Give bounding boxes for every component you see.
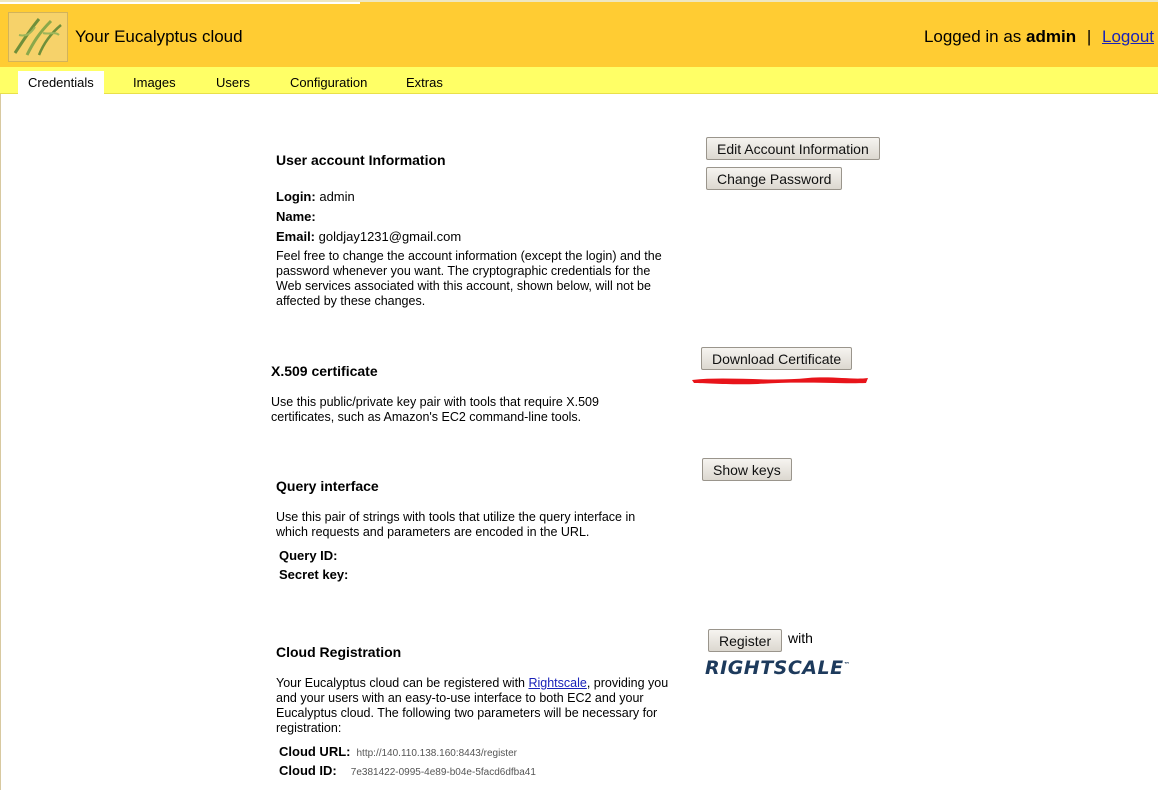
registration-desc-before: Your Eucalyptus cloud can be registered with	[276, 676, 529, 690]
eucalyptus-logo-icon	[8, 12, 68, 62]
logout-link[interactable]: Logout	[1102, 27, 1154, 46]
login-value: admin	[319, 189, 355, 204]
secret-key-label: Secret key:	[279, 567, 349, 582]
certificate-section-title: X.509 certificate	[271, 363, 378, 379]
account-section-title: User account Information	[276, 152, 446, 168]
cloud-id-field	[279, 763, 536, 778]
rightscale-link[interactable]: Rightscale	[528, 676, 587, 690]
rightscale-logo-text: RIGHTSCALE	[705, 657, 844, 679]
cloud-id-value: 7e381422-0995-4e89-b04e-5facd6dfba41	[350, 767, 536, 778]
app-title: Your Eucalyptus cloud	[75, 27, 243, 46]
cloud-url-value: http://140.110.138.160:8443/register	[356, 748, 517, 759]
registration-desc-after: , providing you and your users with an easy-to-use interface to both EC2 and your Eucalyptus cloud. The following two parameters will be necessary for registration:	[276, 676, 669, 735]
edit-account-button[interactable]: Edit Account Information	[706, 137, 880, 160]
header-topline	[0, 2, 360, 4]
rightscale-logo	[705, 657, 850, 679]
account-description: Feel free to change the account information (except the login) and the password whenever you want. The cryptographic credentials for the Web services associated with this account, shown below, will not be affected by these changes.	[276, 249, 662, 308]
red-underline-annotation	[688, 372, 872, 388]
cloud-url-label: Cloud URL:	[279, 744, 351, 759]
registration-description	[276, 676, 671, 736]
query-id-label: Query ID:	[279, 548, 338, 563]
name-field	[276, 209, 316, 224]
cloud-id-label: Cloud ID:	[279, 763, 337, 778]
tab-extras[interactable]: Extras	[406, 75, 443, 90]
logged-in-prefix: Logged in as	[923, 27, 1022, 46]
frame-border	[0, 94, 1, 790]
name-label: Name:	[276, 209, 316, 224]
email-field	[276, 229, 461, 244]
main-nav	[0, 67, 1158, 94]
tab-credentials[interactable]: Credentials	[18, 71, 104, 94]
show-keys-button[interactable]: Show keys	[702, 458, 792, 481]
query-id-field	[279, 548, 338, 563]
secret-key-field	[279, 567, 348, 582]
tab-configuration[interactable]: Configuration	[290, 75, 368, 90]
tab-images[interactable]: Images	[133, 75, 176, 90]
certificate-description: Use this public/private key pair with tools that require X.509 certificates, such as Amazon's EC2 command-line tools.	[271, 395, 599, 424]
query-description: Use this pair of strings with tools that utilize the query interface in which requests and parameters are encoded in the URL.	[276, 510, 636, 539]
email-label: Email:	[276, 229, 316, 244]
registration-section-title: Cloud Registration	[276, 644, 402, 660]
cloud-url-field	[279, 744, 517, 759]
rightscale-logo-tm: ™	[843, 661, 851, 669]
email-value: goldjay1231@gmail.com	[318, 229, 462, 244]
download-certificate-button[interactable]: Download Certificate	[701, 347, 852, 370]
tab-users[interactable]: Users	[216, 75, 250, 90]
header-bar	[0, 0, 1158, 67]
with-label: with	[788, 630, 813, 646]
login-info	[924, 27, 1154, 47]
query-section-title: Query interface	[276, 478, 379, 494]
login-label: Login:	[276, 189, 316, 204]
register-button[interactable]: Register	[708, 629, 782, 652]
login-separator: |	[1086, 27, 1092, 46]
change-password-button[interactable]: Change Password	[706, 167, 842, 190]
login-field	[276, 189, 355, 204]
logged-in-username: admin	[1026, 27, 1077, 46]
